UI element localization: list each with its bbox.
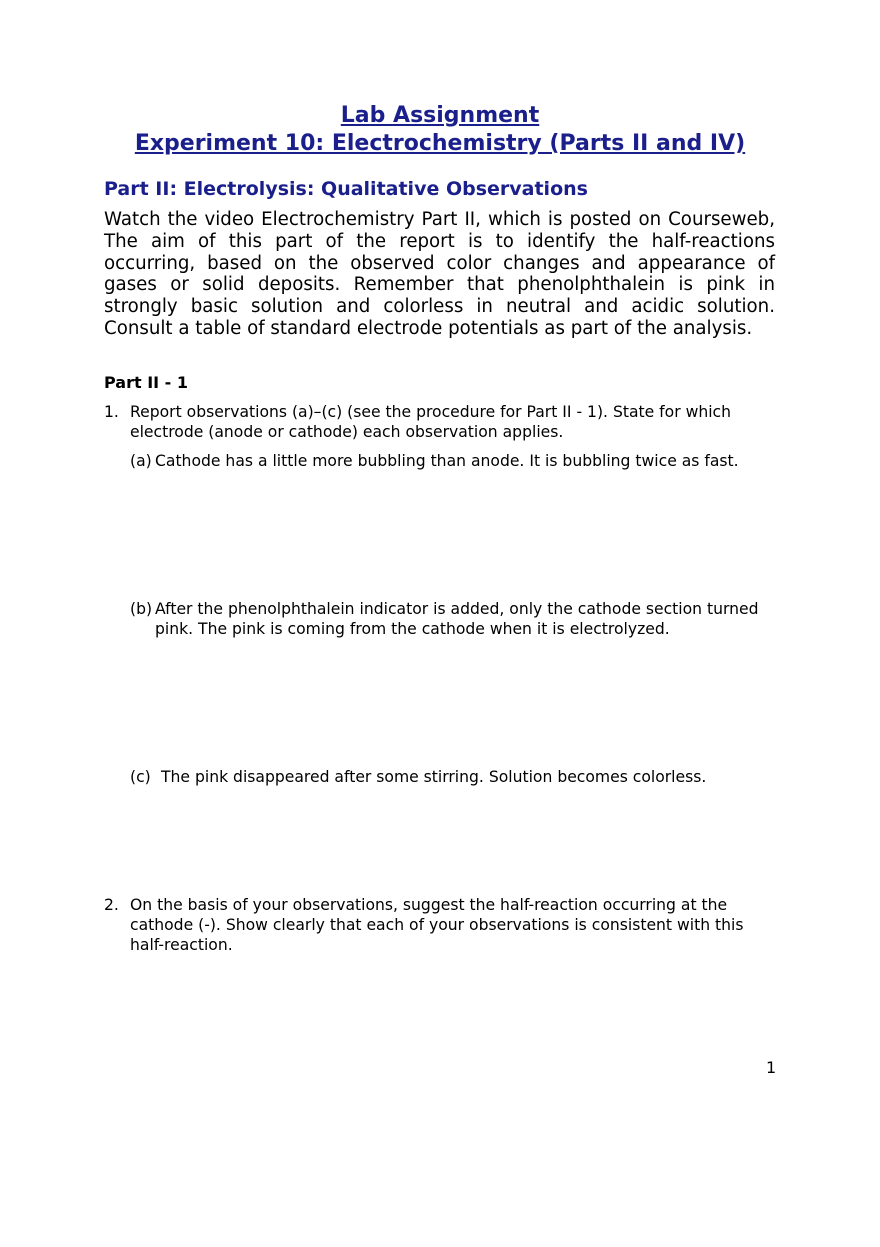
question-1	[104, 402, 754, 442]
page-number: 1	[766, 1058, 777, 1077]
section-heading-part2: Part II: Electrolysis: Qualitative Observations	[104, 178, 588, 200]
answer-c	[130, 767, 780, 787]
question-text: On the basis of your observations, suggest the half-reaction occurring at the cathode (-). Show clearly that each of your observations is consistent with this half-reaction.	[130, 896, 744, 954]
document-title-line1: Lab Assignment	[340, 103, 540, 128]
answer-text: Cathode has a little more bubbling than anode. It is bubbling twice as fast.	[155, 452, 739, 470]
answer-text: After the phenolphthalein indicator is added, only the cathode section turned pink. The pink is coming from the cathode when it is electrolyzed.	[155, 600, 759, 638]
question-number: 1.	[104, 403, 119, 421]
subheading-part2-1: Part II - 1	[104, 373, 189, 392]
answer-label: (b)	[130, 600, 153, 618]
question-number: 2.	[104, 896, 119, 914]
answer-b	[130, 599, 775, 639]
answer-label: (c)	[130, 768, 151, 786]
question-text: Report observations (a)–(c) (see the procedure for Part II - 1). State for which electrode (anode or cathode) each observation applies.	[130, 403, 731, 441]
answer-a	[130, 451, 770, 471]
question-2	[104, 895, 769, 955]
answer-label: (a)	[130, 452, 152, 470]
answer-text: The pink disappeared after some stirring. Solution becomes colorless.	[161, 768, 707, 786]
intro-paragraph: Watch the video Electrochemistry Part II, which is posted on Courseweb, The aim of this part of the report is to identify the half-reactions occurring, based on the observed color changes and appearance of gases or solid deposits. Remember that phenolphthalein is pink in strongly basic solution and colorless in neutral and acidic solution. Consult a table of standard electrode potentials as part of the analysis.	[104, 209, 775, 339]
document-title-line2: Experiment 10: Electrochemistry (Parts II and IV)	[134, 131, 746, 156]
